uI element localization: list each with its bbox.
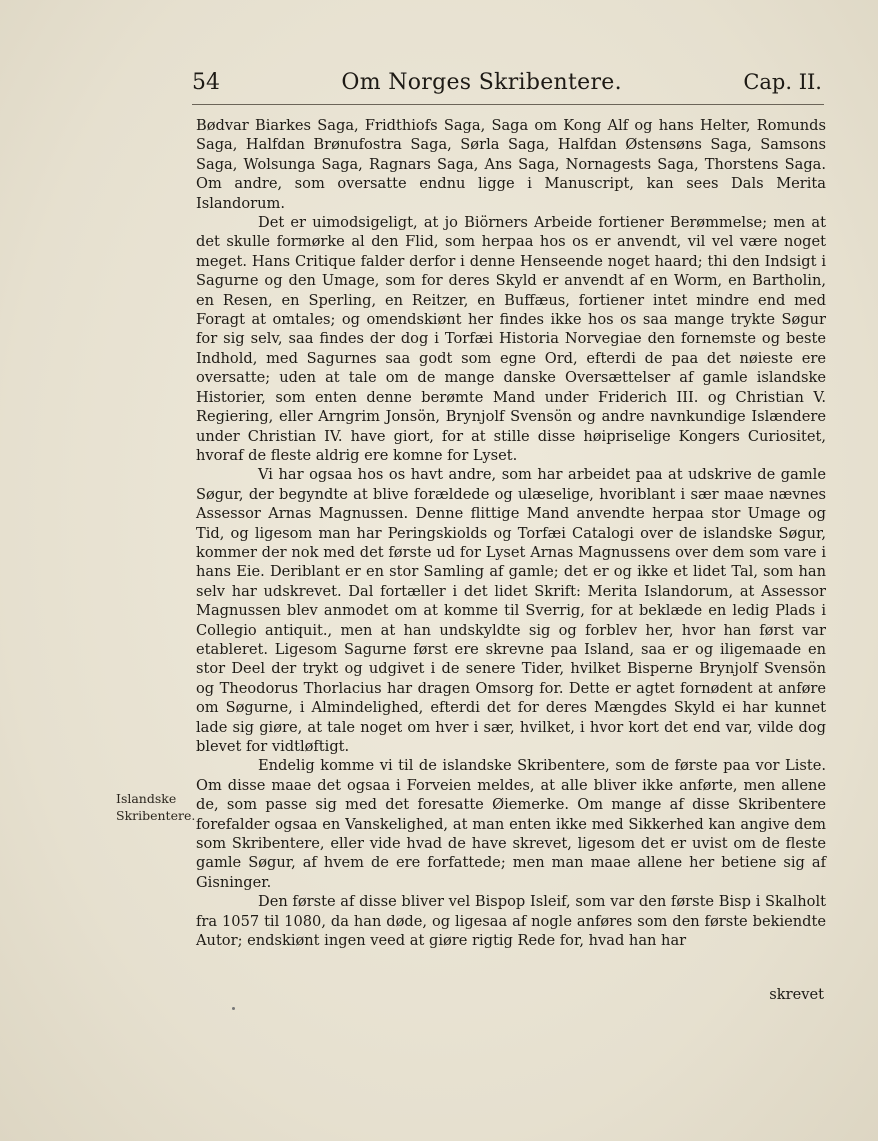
paragraph-magnussen: Vi har ogsaa hos os havt andre, som har arbeidet paa at udskrive de gamle Søgur, der begyndte at blive forældede og ulæselige, hvoriblant i sær maae nævnes Assessor Arnas Magnussen. Denne flittige Mand anvendte herpaa stor Umage og Tid, og ligesom man har Peringskiolds og Torfæi Catalogi over de islandske Søgur, kommer der nok med det første ud for Lyset Arnas Magnussens over dem som vare i hans Eie. Deriblant er en stor Samling af gamle; det er og ikke et lidet Tal, som han selv har udskrevet. Dal fortæller i det lidet Skrift: Merita Islandorum, at Assessor Magnussen blev anmodet om at komme til Sverrig, for at beklæde en ledig Plads i Collegio antiquit., men at han undskyldte sig og forblev her, hvor han først var etableret. Ligesom Sagurne først ere skrevne paa Island, saa er og iligemaade en stor Deel der trykt og udgivet i de senere Tider, hvilket Bisperne Brynjolf Svensön og Theodorus Thorlacius har dragen Omsorg for. Dette er agtet fornødent at anføre om Søgurne, i Almindelighed, efterdi det for deres Mængdes Skyld ei har kunnet lade sig giøre, at tale noget om hver i sær, hvilket, i hvor kort det end var, vilde dog blevet for vidtløftigt. — [196, 466, 826, 755]
paragraph-saga-list: Bødvar Biarkes Saga, Fridthiofs Saga, Saga om Kong Alf og hans Helter, Romunds Saga, Halfdan Brønufostra Saga, Sørla Saga, Halfdan Østensøns Saga, Samsons Saga, Wolsunga Saga, Ragnars Saga, Ans Saga, Nornagests Saga, Thorstens Saga. Om andre, som oversatte endnu ligge i Manuscript, kan sees Dals Merita Islandorum. — [196, 117, 826, 212]
page-number: 54 — [192, 70, 220, 95]
paragraph-biorner: Det er uimodsigeligt, at jo Biörners Arbeide fortiener Berømmelse; men at det skulle formørke al den Flid, som herpaa hos os er anvendt, vil vel være noget meget. Hans Critique falder derfor i denne Henseende noget haard; thi den Indsigt i Sagurne og den Umage, som for deres Skyld er anvendt af en Worm, en Bartholin, en Resen, en Sperling, en Reitzer, en Buffæus, fortiener intet mindre end med Foragt at omtales; og omendskiønt her findes ikke hos os saa mange trykte Søgur for sig selv, saa findes der dog i Torfæi Historia Norvegiae den fornemste og beste Indhold, med Sagurnes saa godt som egne Ord, efterdi de paa det nøieste ere oversatte; uden at tale om de mange danske Oversættelser af gamle islandske Historier, som enten denne berømte Mand under Friderich III. og Christian V. Regiering, eller Arngrim Jonsön, Brynjolf Svensön og andre navnkundige Islændere under Christian IV. have giort, for at stille disse høipriselige Kongers Curiositet, hvoraf de fleste aldrig ere komne for Lyset. — [196, 214, 826, 464]
running-title: Om Norges Skribentere. — [341, 70, 622, 95]
chapter-label: Cap. II. — [743, 70, 822, 94]
paragraph-isleif: Den første af disse bliver vel Bispop Isleif, som var den første Bisp i Skalholt fra 1057 til 1080, da han døde, og ligesaa af nogle anføres som den første bekiendte Autor; endskiønt ingen veed at giøre rigtig Rede for, hvad han har — [196, 893, 826, 950]
catchword: skrevet — [769, 986, 824, 1003]
margin-note: Islandske Skribentere. — [116, 791, 196, 823]
ink-speck — [232, 1007, 235, 1010]
page-header — [192, 70, 822, 104]
header-rule — [192, 104, 824, 105]
paragraph-islandske-skribentere: Endelig komme vi til de islandske Skribentere, som de første paa vor Liste. Om disse maae det ogsaa i Forveien meldes, at alle bliver ikke anførte, men allene de, som passe sig med det foresatte Øiemerke. Om mange af disse Skribentere forefalder ogsaa en Vanskelighed, at man enten ikke med Sikkerhed kan angive dem som Skribentere, eller vide hvad de have skrevet, ligesom det er uvist om de fleste gamle Søgur, af hvem de ere forfattede; men man maae allene her betiene sig af Gisninger. — [196, 757, 826, 891]
body-text — [196, 116, 826, 950]
